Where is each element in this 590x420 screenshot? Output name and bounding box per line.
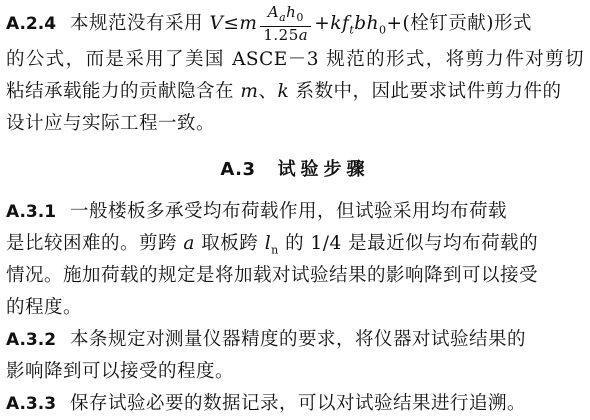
clause-number: A.3.2 bbox=[6, 330, 57, 350]
clause-number: A.2.4 bbox=[6, 14, 57, 34]
clause-a31-line-3: 情况。施加荷载的规定是将加载对试验结果的影响降到可以接受 bbox=[6, 265, 539, 286]
clause-number: A.3.3 bbox=[6, 394, 57, 414]
formula-fraction: $\frac{A_ah_0}{1.25a}$ bbox=[260, 4, 311, 44]
section-number: A.3 bbox=[220, 159, 256, 180]
clause-a33-line-1: A.3.3 保存试验必要的数据记录，可以对试验结果进行追溯。 bbox=[6, 393, 527, 414]
clause-a24-line-4: 设计应与实际工程一致。 bbox=[6, 113, 216, 134]
clause-number: A.3.1 bbox=[6, 202, 57, 222]
clause-text: 本规范没有采用 bbox=[70, 13, 210, 34]
section-title: 试验步骤 bbox=[277, 159, 370, 180]
clause-a24-line-3: 粘结承载能力的贡献隐含在 m、k 系数中，因此要求试件剪力件的 bbox=[6, 81, 562, 102]
section-heading bbox=[6, 154, 584, 186]
clause-a24-line-2: 的公式，而是采用了美国 ASCE－3 规范的形式，将剪力件对剪切 bbox=[6, 49, 584, 70]
clause-a32-line-1: A.3.2 本条规定对测量仪器精度的要求，将仪器对试验结果的 bbox=[6, 329, 527, 350]
clause-a24-line-1: A.2.4 本规范没有采用 V≤m $\frac{A_ah_0}{1.25a}$ $+kf_tbh_0+$(栓钉贡献)形式 bbox=[6, 3, 532, 44]
formula: V≤m $\frac{A_ah_0}{1.25a}$ $+kf_tbh_0+$(栓钉贡献) bbox=[209, 3, 494, 44]
clause-a32-line-2: 影响降到可以接受的程度。 bbox=[6, 361, 235, 382]
clause-a31-line-1: A.3.1 一般楼板多承受均布荷载作用，但试验采用均布荷载 bbox=[6, 201, 508, 222]
clause-a31-line-4: 的程度。 bbox=[6, 297, 83, 318]
clause-a31-line-2: 是比较困难的。剪跨 a 取板跨 $l_n$ 的 1/4 是最近似与均布荷载的 bbox=[6, 233, 539, 257]
